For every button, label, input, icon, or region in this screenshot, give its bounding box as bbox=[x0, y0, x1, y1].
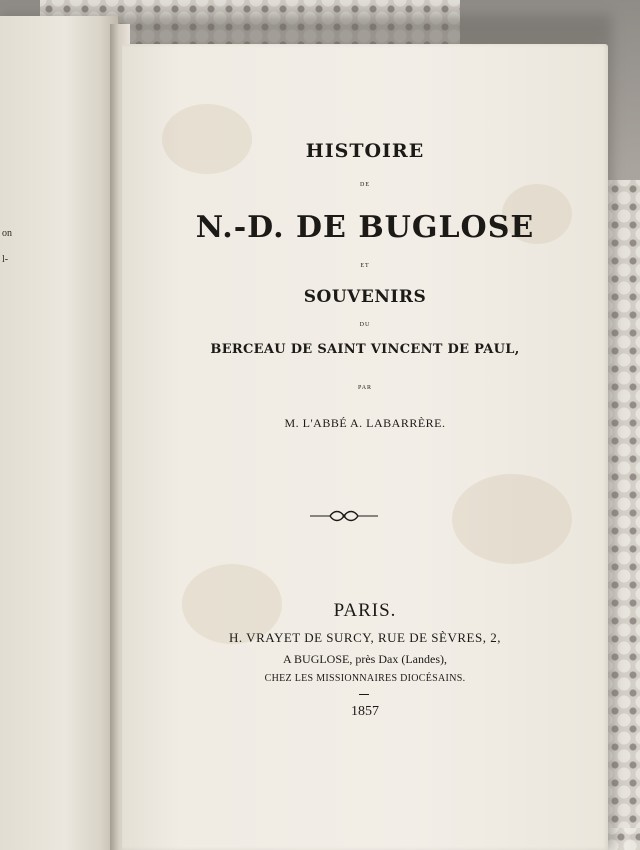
divider-dash bbox=[359, 694, 369, 695]
publication-year: 1857 bbox=[351, 704, 379, 719]
left-page-fragment: on bbox=[2, 228, 12, 239]
subtitle-berceau: BERCEAU DE SAINT VINCENT DE PAUL, bbox=[210, 342, 520, 357]
connector-et: ET bbox=[360, 263, 370, 269]
title-souvenirs: SOUVENIRS bbox=[303, 287, 427, 307]
left-page-fragment: l- bbox=[2, 254, 9, 265]
ornament-flourish bbox=[308, 508, 380, 524]
connector-du: DU bbox=[359, 322, 371, 328]
paper-stain bbox=[162, 104, 252, 174]
left-page bbox=[0, 16, 119, 850]
connector-de: DE bbox=[360, 182, 370, 188]
publisher-line-1: H. VRAYET DE SURCY, RUE DE SÈVRES, 2, bbox=[229, 630, 501, 645]
title-histoire: HISTOIRE bbox=[305, 140, 425, 162]
publisher-line-2: A BUGLOSE, près Dax (Landes), bbox=[283, 652, 447, 666]
author-name: M. L'ABBÉ A. LABARRÈRE. bbox=[284, 416, 446, 430]
publisher-line-3: CHEZ LES MISSIONNAIRES DIOCÉSAINS. bbox=[264, 673, 466, 684]
title-page bbox=[122, 44, 608, 850]
paper-stain bbox=[452, 474, 572, 564]
main-title: N.-D. DE BUGLOSE bbox=[195, 210, 535, 245]
connector-par: PAR bbox=[357, 385, 373, 391]
publisher-city: PARIS. bbox=[333, 600, 397, 621]
